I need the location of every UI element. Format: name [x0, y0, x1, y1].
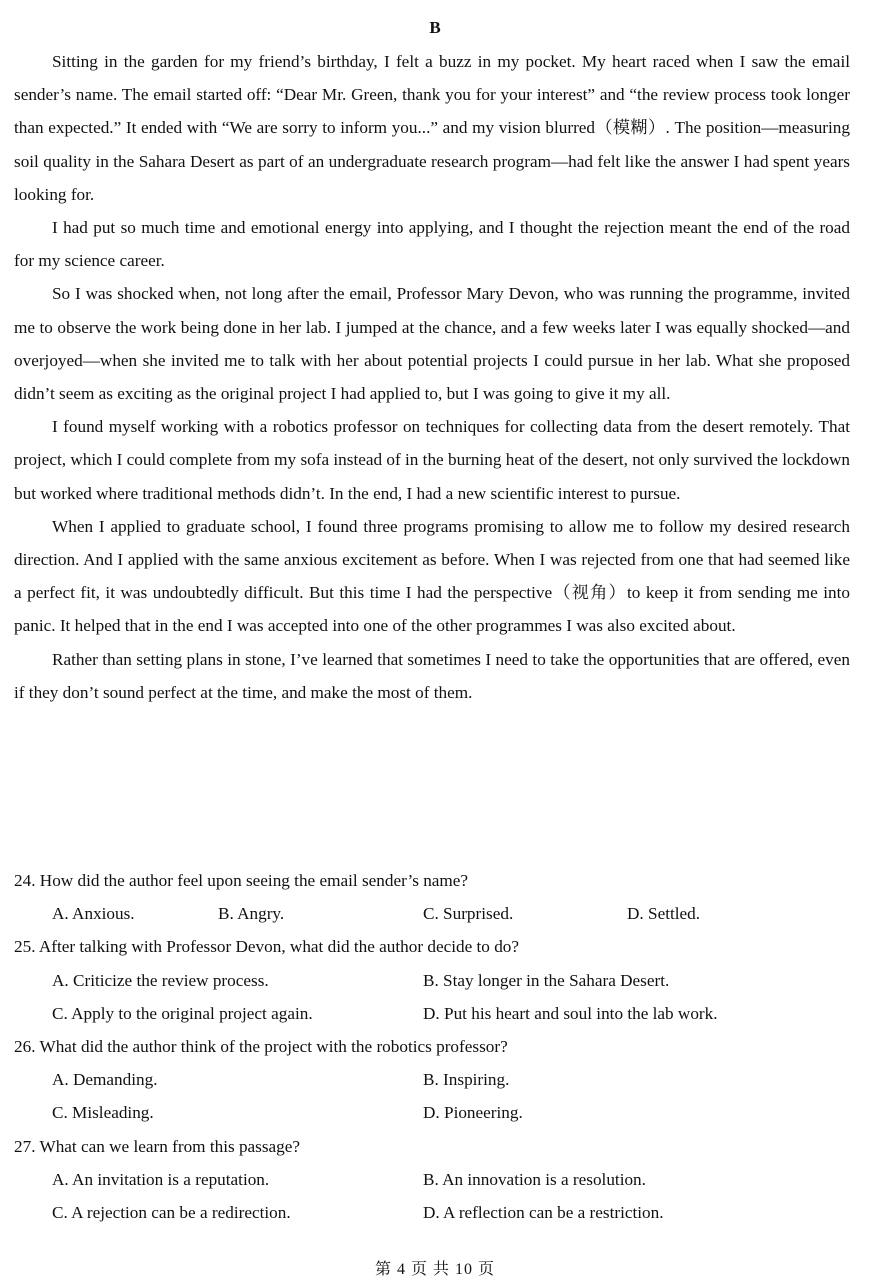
option-b[interactable]: B. Angry.	[218, 904, 285, 924]
passage-paragraph: I had put so much time and emotional energy into applying, and I thought the rejection meant the end of the road for my science career.	[14, 218, 850, 271]
option-c[interactable]: C. Apply to the original project again.	[52, 1003, 313, 1023]
question-26-options-row2	[14, 1096, 850, 1129]
passage-paragraph: Rather than setting plans in stone, I’ve learned that sometimes I need to take the opportunities that are offered, even if they don’t sound perfect at the time, and make the most of them.	[14, 649, 850, 702]
question-27-options-row1	[14, 1163, 850, 1196]
question-27-options-row2	[14, 1196, 850, 1229]
option-a[interactable]: A. Demanding.	[52, 1070, 158, 1090]
option-b[interactable]: B. Inspiring.	[423, 1070, 510, 1090]
question-25-options-row2	[14, 997, 850, 1030]
option-d[interactable]: D. A reflection can be a restriction.	[423, 1202, 664, 1222]
question-25-stem: 25. After talking with Professor Devon, what did the author decide to do?	[14, 937, 520, 957]
reading-passage	[14, 45, 850, 709]
option-a[interactable]: A. Criticize the review process.	[52, 970, 269, 990]
option-a[interactable]: A. An invitation is a reputation.	[52, 1169, 270, 1189]
option-b[interactable]: B. Stay longer in the Sahara Desert.	[423, 970, 670, 990]
page-number: 第 4 页 共 10 页	[374, 1261, 495, 1278]
question-26-options-row1	[14, 1063, 850, 1096]
option-a[interactable]: A. Anxious.	[52, 904, 135, 924]
question-27-stem: 27. What can we learn from this passage?	[14, 1136, 301, 1156]
question-25-options-row1	[14, 964, 850, 997]
passage-paragraph: When I applied to graduate school, I found three programs promising to allow me to follow my desired research direction. And I applied with the same anxious excitement as before. When I was rejected from one that had seemed like a perfect fit, it was undoubtedly difficult. But this time I had the perspective（视角）to keep it from sending me into panic. It helped that in the end I was accepted into one of the other programmes I was also excited about.	[14, 516, 850, 636]
option-d[interactable]: D. Put his heart and soul into the lab work.	[423, 1003, 718, 1023]
option-d[interactable]: D. Settled.	[627, 904, 701, 924]
question-26-stem: 26. What did the author think of the project with the robotics professor?	[14, 1036, 508, 1056]
option-c[interactable]: C. Misleading.	[52, 1103, 154, 1123]
section-title: B	[429, 18, 441, 37]
question-24-options	[14, 897, 850, 930]
passage-paragraph: I found myself working with a robotics professor on techniques for collecting data from the desert remotely. That project, which I could complete from my sofa instead of in the burning heat of the desert, not only survived the lockdown but worked where traditional methods didn’t. In the end, I had a new scientific interest to pursue.	[14, 417, 850, 503]
option-c[interactable]: C. Surprised.	[423, 904, 514, 924]
option-c[interactable]: C. A rejection can be a redirection.	[52, 1202, 291, 1222]
passage-paragraph: Sitting in the garden for my friend’s birthday, I felt a buzz in my pocket. My heart raced when I saw the email sender’s name. The email started off: “Dear Mr. Green, thank you for your interest” and “the review process took longer than expected.” It ended with “We are sorry to inform you...” and my vision blurred（模糊）. The position—measuring soil quality in the Sahara Desert as part of an undergraduate research program—had felt like the answer I had spent years looking for.	[14, 52, 850, 204]
question-24-stem: 24. How did the author feel upon seeing the email sender’s name?	[14, 871, 469, 890]
option-d[interactable]: D. Pioneering.	[423, 1103, 523, 1123]
question-list	[14, 864, 850, 1229]
passage-paragraph: So I was shocked when, not long after the email, Professor Mary Devon, who was running the programme, invited me to observe the work being done in her lab. I jumped at the chance, and a few weeks later I was equally shocked—and overjoyed—when she invited me to talk with her about potential projects I could pursue in her lab. What she proposed didn’t seem as exciting as the original project I had applied to, but I was going to give it my all.	[14, 284, 850, 404]
option-b[interactable]: B. An innovation is a resolution.	[423, 1169, 646, 1189]
